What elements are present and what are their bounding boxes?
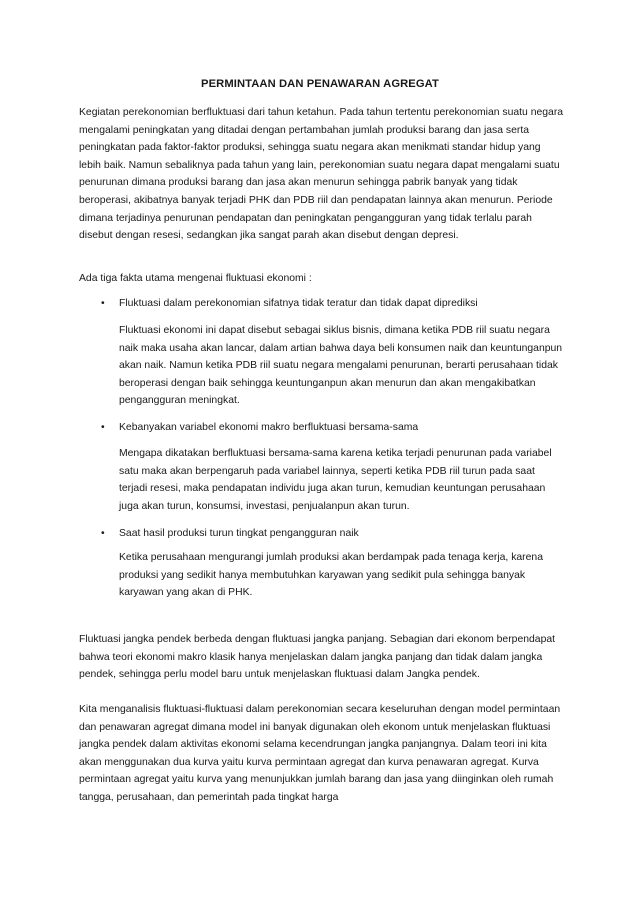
bullet-icon: • xyxy=(101,298,105,309)
bullet-icon: • xyxy=(101,422,105,433)
document-title: PERMINTAAN DAN PENAWARAN AGREGAT xyxy=(201,78,439,90)
analysis-paragraph: Kita menganalisis fluktuasi-fluktuasi dalam perekonomian secara keseluruhan dengan model permintaan dan penawaran agregat dimana model ini banyak digunakan oleh ekonom untuk menjelaskan fluktuasi jangka pendek dalam aktivitas ekonomi selama kecendrungan jangka panjangnya. Dalam teori ini kita akan menggunakan dua kurva yaitu kurva permintaan agregat dan kurva penawaran agregat. Kurva permintaan agregat yaitu kurva yang menunjukkan jumlah barang dan jasa yang diinginkan oleh rumah tangga, perusahaan, dan pemerintah pada tingkat harga xyxy=(79,704,561,803)
fact-heading-3: Saat hasil produksi turun tingkat pengangguran naik xyxy=(119,528,359,539)
fact-body-1: Fluktuasi ekonomi ini dapat disebut sebagai siklus bisnis, dimana ketika PDB riil suatu negara naik maka usaha akan lancar, dalam artian bahwa daya beli konsumen naik dan keuntunganpun akan naik. Namun ketika PDB riil suatu negara mengalami penurunan, berarti perusahaan tidak beroperasi dengan baik sehingga keuntunganpun akan menurun dan akan mengakibatkan pengangguran meningkat. xyxy=(119,325,563,407)
fact-heading-1: Fluktuasi dalam perekonomian sifatnya tidak teratur dan tidak dapat diprediksi xyxy=(119,298,478,309)
fact-body-2: Mengapa dikatakan berfluktuasi bersama-sama karena ketika terjadi penurunan pada variabel satu maka akan berpengaruh pada variabel lainnya, seperti ketika PDB riil turun pada saat terjadi resesi, maka pendapatan individu juga akan turun, kemudian keuntungan perusahaan juga akan turun, konsumsi, investasi, penjualanpun akan turun. xyxy=(119,448,552,512)
bullet-icon: • xyxy=(101,528,105,539)
facts-lead-paragraph: Ada tiga fakta utama mengenai fluktuasi ekonomi : xyxy=(79,273,312,284)
short-vs-long-paragraph: Fluktuasi jangka pendek berbeda dengan fluktuasi jangka panjang. Sebagian dari ekonom berpendapat bahwa teori ekonomi makro klasik hanya menjelaskan dalam jangka panjang dan tidak dalam jangka pendek, sehingga perlu model baru untuk menjelaskan fluktuasi dalam Jangka pendek. xyxy=(79,634,556,681)
fact-heading-2: Kebanyakan variabel ekonomi makro berfluktuasi bersama-sama xyxy=(119,422,419,433)
intro-paragraph: Kegiatan perekonomian berfluktuasi dari tahun ketahun. Pada tahun tertentu perekonomian suatu negara mengalami peningkatan yang ditadai dengan pertambahan jumlah produksi barang dan jasa serta peningkatan pada faktor-faktor produksi, sehingga suatu negara akan menikmati standar hidup yang lebih baik. Namun sebaliknya pada tahun yang lain, perekonomian suatu negara dapat mengalami suatu penurunan dimana produksi barang dan jasa akan menurun sehingga pabrik banyak yang tidak beroperasi, akibatnya banyak terjadi PHK dan PDB riil dan pendapatan lainnya akan menurun. Periode dimana terjadinya penurunan pendapatan dan peningkatan pengangguran yang tidak terlalu parah disebut dengan resesi, sedangkan jika sangat parah akan disebut dengan depresi. xyxy=(79,107,564,242)
fact-body-3: Ketika perusahaan mengurangi jumlah produksi akan berdampak pada tenaga kerja, karena produksi yang sedikit hanya membutuhkan karyawan yang sedikit pula sehingga banyak karyawan yang akan di PHK. xyxy=(119,552,543,599)
